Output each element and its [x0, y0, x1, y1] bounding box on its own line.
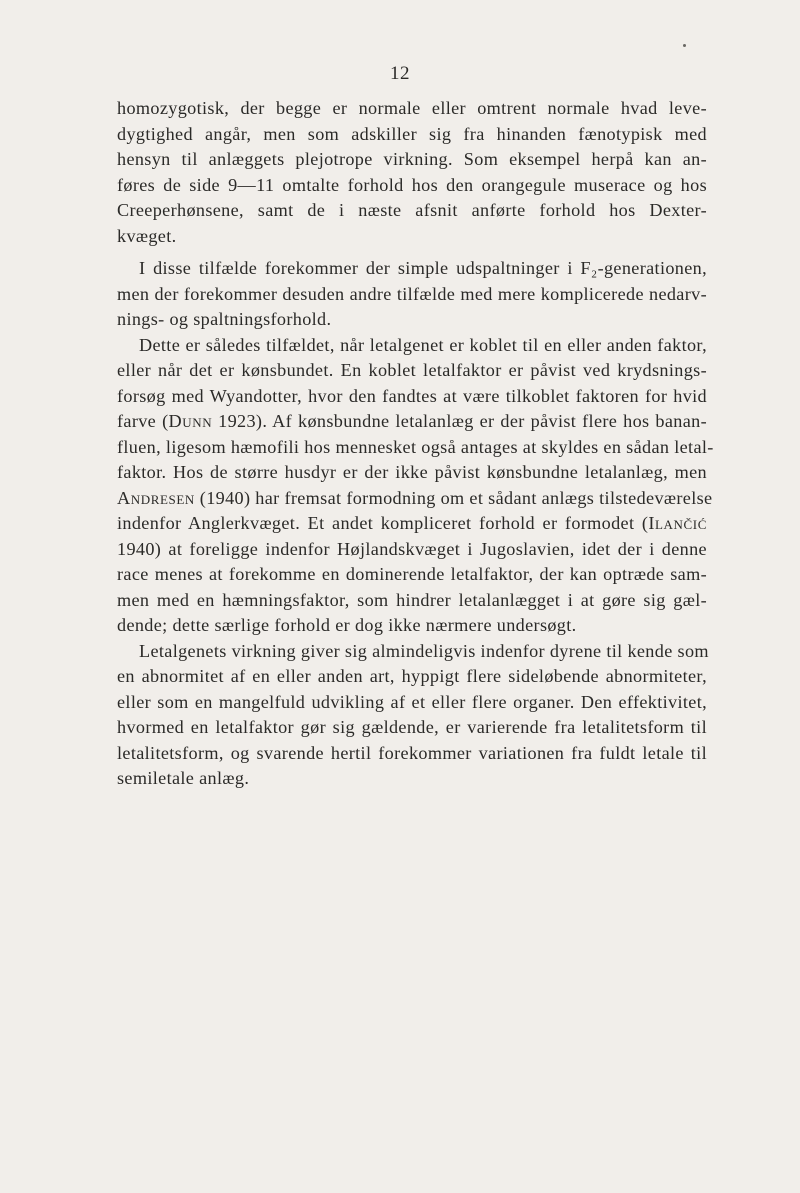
paragraph-continued [117, 96, 707, 249]
text-fragment: farve ( [117, 411, 169, 431]
text-line: føres de side 9—11 omtalte forhold hos den orangegule muserace og hos [117, 174, 707, 195]
page-number: 12 [390, 63, 410, 84]
text-line: Creeperhønsene, samt de i næste afsnit anførte forhold hos Dexter- [117, 200, 707, 220]
text-line: men der forekommer desuden andre tilfælde med mere komplicerede nedarv- [117, 283, 707, 304]
text-line: en abnormitet af en eller anden art, hyppigt flere sideløbende abnormiteter, [117, 666, 707, 686]
text-line: dygtighed angår, men som adskiller sig fra hinanden fænotypisk med [117, 123, 707, 144]
text-line: faktor. Hos de større husdyr er der ikke påvist kønsbundne letalanlæg, men [117, 462, 707, 482]
text-line: eller som en mangelfuld udvikling af et eller flere organer. Den effektivitet, [117, 691, 707, 712]
scan-speck [683, 44, 686, 47]
text-line: hvormed en letalfaktor gør sig gældende, er varierende fra letalitetsform til [117, 717, 707, 737]
text-line [117, 486, 713, 512]
text-line: semiletale anlæg. [117, 768, 250, 788]
text-line: men med en hæmningsfaktor, som hindrer letalanlægget i at gøre sig gæl- [117, 589, 707, 610]
text-line: hensyn til anlæggets plejotrope virkning. Som eksempel herpå kan an- [117, 149, 707, 169]
text-fragment: indenfor Anglerkvæget. Et andet kompliceret forhold er formodet ( [117, 513, 649, 533]
paragraph-linked-lethal [117, 333, 714, 639]
author-name: Andresen [117, 487, 195, 508]
text-line: race menes at forekomme en dominerende letalfaktor, der kan optræde sam- [117, 564, 707, 584]
text-line: forsøg med Wyandotter, hvor den fandtes at være tilkoblet faktoren for hvid [117, 385, 707, 406]
text-line: I disse tilfælde forekommer der simple udspaltninger i F₂-generationen, [139, 258, 707, 278]
text-line: fluen, ligesom hæmofili hos mennesket også antages at skyldes en sådan letal- [117, 436, 714, 457]
text-line: Dette er således tilfældet, når letalgenet er koblet til en eller anden faktor, [139, 334, 707, 355]
text-line: dende; dette særlige forhold er dog ikke nærmere undersøgt. [117, 615, 577, 635]
text-line: letalitetsform, og svarende hertil forekommer variationen fra fuldt letale til [117, 742, 707, 763]
text-line: 1940) at foreligge indenfor Højlandskvæget i Jugoslavien, idet der i denne [117, 538, 707, 559]
author-name: Ilančić [648, 513, 707, 533]
body-text [117, 256, 714, 792]
text-line: nings- og spaltningsforhold. [117, 309, 332, 329]
text-fragment: 1923). Af kønsbundne letalanlæg er der påvist flere hos banan- [212, 411, 708, 431]
text-line: kvæget. [117, 225, 177, 246]
author-name: Dunn [168, 411, 213, 431]
text-line: Letalgenets virkning giver sig almindeligvis indenfor dyrene til kende som [139, 640, 709, 661]
text-fragment: (1940) har fremsat formodning om et sådant anlægs tilstedeværelse [194, 487, 713, 508]
paragraph-lethal-gene-effect [117, 639, 707, 792]
text-line [117, 409, 707, 435]
paragraph-f2-generation [117, 256, 707, 333]
text-line [117, 511, 707, 537]
text-line: eller når det er kønsbundet. En koblet letalfaktor er påvist ved krydsnings- [117, 360, 707, 380]
text-line: homozygotisk, der begge er normale eller omtrent normale hvad leve- [117, 98, 707, 118]
